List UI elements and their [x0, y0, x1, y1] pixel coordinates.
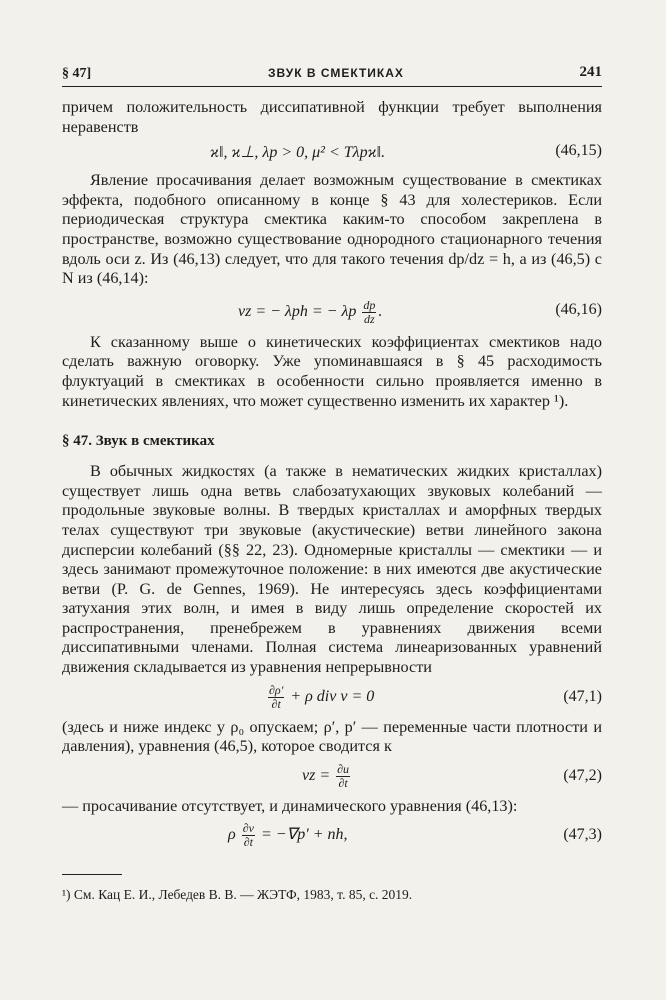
header-section: § 47]	[62, 66, 92, 81]
equation-number: (47,2)	[563, 766, 602, 784]
equation-47-3	[62, 816, 602, 856]
fraction-denominator: ∂t	[243, 835, 253, 850]
fraction	[242, 822, 255, 849]
paragraph-6: — просачивание отсутствует, и динамического уравнения (46,13):	[62, 796, 518, 815]
running-header	[62, 58, 602, 84]
equation-46-16	[62, 289, 602, 333]
fraction-numerator: ∂ρ′	[269, 682, 284, 697]
page	[62, 58, 602, 903]
fraction-numerator: ∂v	[242, 821, 254, 836]
equation-rest: + ρ div v = 0	[290, 687, 375, 705]
paragraph-1: причем положительность диссипативной функции требует выполнения неравенств	[62, 98, 602, 136]
equation-lhs: vz =	[302, 767, 331, 785]
fraction-denominator: ∂t	[338, 775, 348, 790]
equation-body: ϰ‖, ϰ⊥, λp > 0, μ² < Tλpϰ‖.	[210, 144, 386, 162]
footnote: ¹) См. Кац Е. И., Лебедев В. В. — ЖЭТФ, 1983, т. 85, с. 2019.	[62, 887, 413, 903]
header-title: ЗВУК В СМЕКТИКАХ	[268, 66, 404, 80]
fraction	[268, 684, 284, 711]
equation-lhs: ρ	[228, 826, 236, 844]
page-number: 241	[579, 64, 602, 80]
equation-number: (46,15)	[555, 142, 602, 160]
fraction-numerator: ∂u	[337, 761, 350, 776]
equation-47-1	[62, 678, 602, 718]
paragraph-4: В обычных жидкостях (а также в нематических жидких кристаллах) существует лишь одна ветвь слабозатухающих звуковых колебаний — продольные звуковые волны. В твердых кристаллах и аморфных твердых телах существуют три звуковые (акустические) ветви линейного закона дисперсии колебаний (§§ 22, 23). Одномерные кристаллы — смектики — и здесь занимают промежуточное положение: в них имеются две акустические ветви (P. G. de Gennes, 1969). Не интересуясь здесь коэффициентами затухания этих волн, и имея в виду лишь определение скоростей их распространения, пренебрежем в уравнениях движения всеми диссипативными членами. Полная система линеаризованных уравнений движения складывается из уравнения непрерывности	[62, 462, 602, 677]
equation-lhs: vz = − λph = − λp	[238, 302, 357, 320]
fraction-denominator: dz	[364, 311, 375, 326]
section-heading: § 47. Звук в смектиках	[62, 433, 215, 450]
equation-number: (47,3)	[563, 826, 602, 844]
fraction	[362, 299, 376, 326]
equation-number: (46,16)	[555, 300, 602, 318]
fraction-denominator: ∂t	[271, 696, 281, 711]
equation-number: (47,1)	[563, 687, 602, 705]
equation-rest: = −∇p′ + nh,	[260, 826, 348, 844]
equation-tail: .	[378, 302, 383, 320]
equation-47-2	[62, 757, 602, 797]
fraction-numerator: dp	[363, 297, 376, 312]
equation-46-15	[62, 137, 602, 167]
header-rule	[62, 86, 602, 87]
paragraph-5: (здесь и ниже индекс у ρ₀ опускаем; ρ′, p′ — переменные части плотности и давления), уравнения (46,5), которое сводится к	[62, 717, 602, 756]
fraction	[336, 763, 350, 790]
paragraph-3: К сказанному выше о кинетических коэффициентах смектиков надо сделать важную оговорку. Уже упоминавшаяся в § 45 расходимость флуктуаций в смектиках в особенности сильно проявляется именно в кинетических явлениях, что может существенно изменить их характер ¹).	[62, 332, 602, 410]
paragraph-2: Явление просачивания делает возможным существование в смектиках эффекта, подобного описанному в конце § 43 для холестериков. Если периодическая структура смектика каким-то способом закреплена в пространстве, возможно существование однородного стационарного течения вдоль оси z. Из (46,13) следует, что для такого течения dp/dz = h, а из (46,5) с N из (46,14):	[62, 171, 602, 288]
